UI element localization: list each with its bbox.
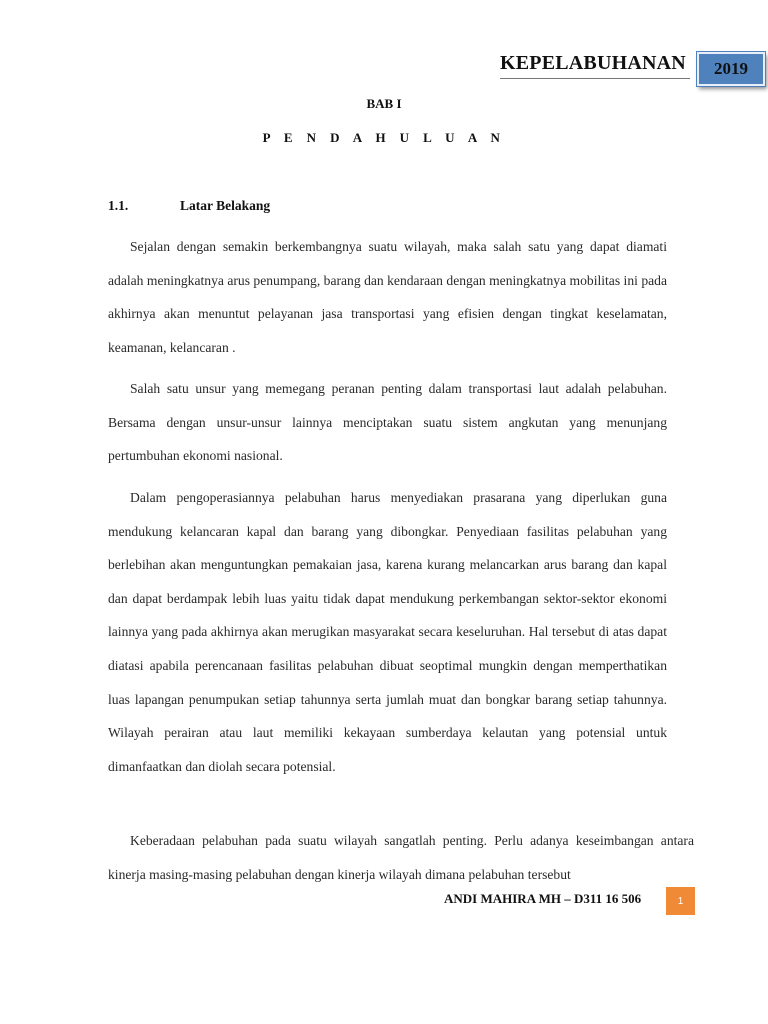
chapter-number: BAB I — [366, 96, 402, 111]
paragraph-2 — [108, 372, 667, 473]
section-title: Latar Belakang — [180, 198, 271, 213]
paragraph-text: Dalam pengoperasiannya pelabuhan harus menyediakan prasarana yang diperlukan guna mendukung kelancaran kapal dan barang yang dibongkar. Penyediaan fasilitas pelabuhan yang berlebihan akan menguntungkan pemakaian jasa, karena kurang melancarkan arus barang dan kapal dan dapat berdampak lebih luas yaitu tidak dapat mendukung perkembangan sektor-sektor ekonomi lainnya yang pada akhirnya akan merugikan masyarakat secara keseluruhan. Hal tersebut di atas dapat diatasi apabila perencanaan fasilitas pelabuhan dibuat seoptimal mungkin dengan memperthatikan luas lapangan penumpukan setiap tahunnya serta jumlah muat dan bongkar barang setiap tahunnya. Wilayah perairan atau laut memiliki kekayaan sumberdaya kelautan yang potensial untuk dimanfaatkan dan diolah secara potensial. — [108, 490, 667, 774]
section-heading — [108, 198, 270, 214]
paragraph-text: Keberadaan pelabuhan pada suatu wilayah sangatlah penting. Perlu adanya keseimbangan antara kinerja masing-masing pelabuhan dengan kinerja wilayah dimana pelabuhan tersebut — [108, 833, 694, 882]
paragraph-text: Salah satu unsur yang memegang peranan penting dalam transportasi laut adalah pelabuhan. Bersama dengan unsur-unsur lainnya menciptakan suatu sistem angkutan yang menunjang pertumbuhan ekonomi nasional. — [108, 381, 667, 464]
paragraph-text: Sejalan dengan semakin berkembangnya suatu wilayah, maka salah satu yang dapat diamati adalah meningkatnya arus penumpang, barang dan kendaraan dengan meningkatnya mobilitas ini pada akhirnya akan menuntut pelayanan jasa transportasi yang efisien dengan tingkat keselamatan, keamanan, kelancaran . — [108, 239, 667, 355]
paragraph-3 — [108, 481, 667, 783]
section-number: 1.1. — [108, 198, 129, 213]
paragraph-1 — [108, 230, 667, 364]
page-number-badge: 1 — [666, 887, 695, 915]
document-header-title: KEPELABUHANAN — [500, 52, 686, 74]
chapter-title: P E N D A H U L U A N — [262, 130, 506, 145]
paragraph-4 — [108, 824, 694, 891]
footer-author: ANDI MAHIRA MH – D311 16 506 — [444, 891, 642, 906]
year-badge: 2019 — [697, 52, 765, 86]
header-divider — [500, 78, 690, 79]
